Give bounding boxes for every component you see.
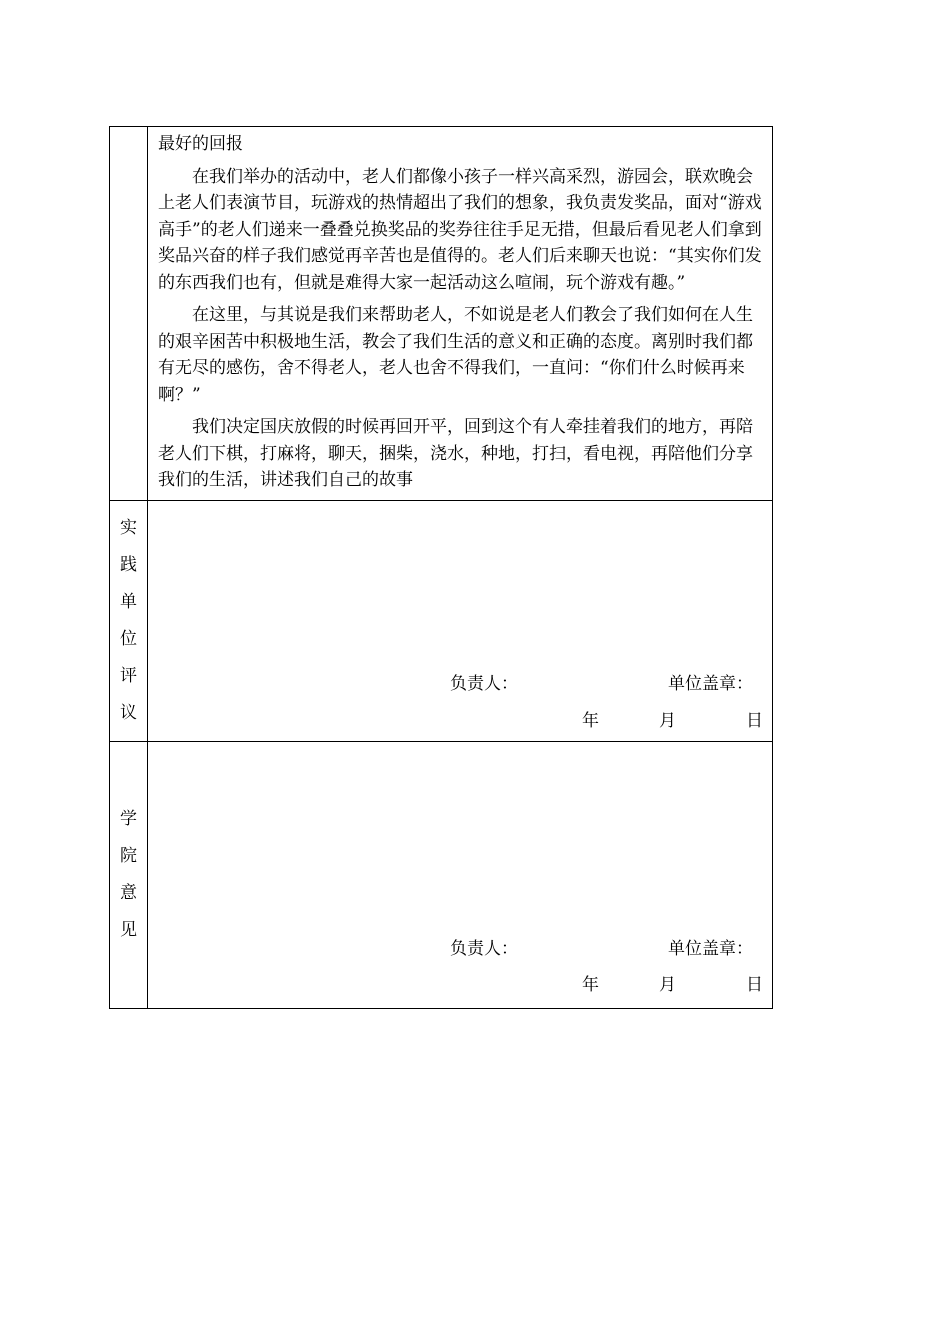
report-content-cell [148,127,773,501]
college-opinion-label-cell [110,741,148,1008]
college-opinion-row [110,741,773,1008]
unit-review-month-label: 月 [659,710,676,731]
college-opinion-sign-area [148,742,772,1008]
unit-review-day-label: 日 [746,710,763,731]
report-paragraph-3: 我们决定国庆放假的时候再回开平，回到这个有人牵挂着我们的地方，再陪老人们下棋，打麻将，聊天，捆柴，浇水，种地，打扫，看电视，再陪他们分享我们的生活，讲述我们自己的故事 [158,417,753,490]
unit-review-year-label: 年 [582,710,599,731]
report-row [110,127,773,501]
report-paragraph-1: 在我们举办的活动中，老人们都像小孩子一样兴高采烈，游园会，联欢晚会上老人们表演节目，玩游戏的热情超出了我们的想象，我负责发奖品，面对“游戏高手”的老人们递来一叠叠兑换奖品的奖券往往手足无措，但最后看见老人们拿到奖品兴奋的样子我们感觉再辛苦也是值得的。老人们后来聊天也说：“其实你们发的东西我们也有，但就是难得大家一起活动这么喧闹，玩个游戏有趣。” [158,166,762,293]
college-opinion-day-label: 日 [746,974,763,995]
college-opinion-content-cell [148,741,773,1008]
report-heading: 最好的回报 [158,134,243,154]
college-opinion-label: 学院意见 [120,808,137,940]
unit-review-label-cell [110,500,148,741]
unit-review-row [110,500,773,741]
unit-review-label: 实践单位评议 [120,517,137,723]
unit-review-content-cell [148,500,773,741]
report-label-cell [110,127,148,501]
evaluation-form-table [109,126,773,1009]
college-opinion-year-label: 年 [582,974,599,995]
unit-review-sign-area [148,501,772,741]
college-opinion-seal-label: 单位盖章： [668,938,753,959]
unit-review-person-label: 负责人： [450,673,518,694]
college-opinion-month-label: 月 [659,974,676,995]
report-paragraph-2: 在这里，与其说是我们来帮助老人，不如说是老人们教会了我们如何在人生的艰辛困苦中积极地生活，教会了我们生活的意义和正确的态度。离别时我们都有无尽的感伤，舍不得老人，老人也舍不得我们，一直问：“你们什么时候再来啊？” [158,305,753,405]
unit-review-seal-label: 单位盖章： [668,673,753,694]
college-opinion-person-label: 负责人： [450,938,518,959]
